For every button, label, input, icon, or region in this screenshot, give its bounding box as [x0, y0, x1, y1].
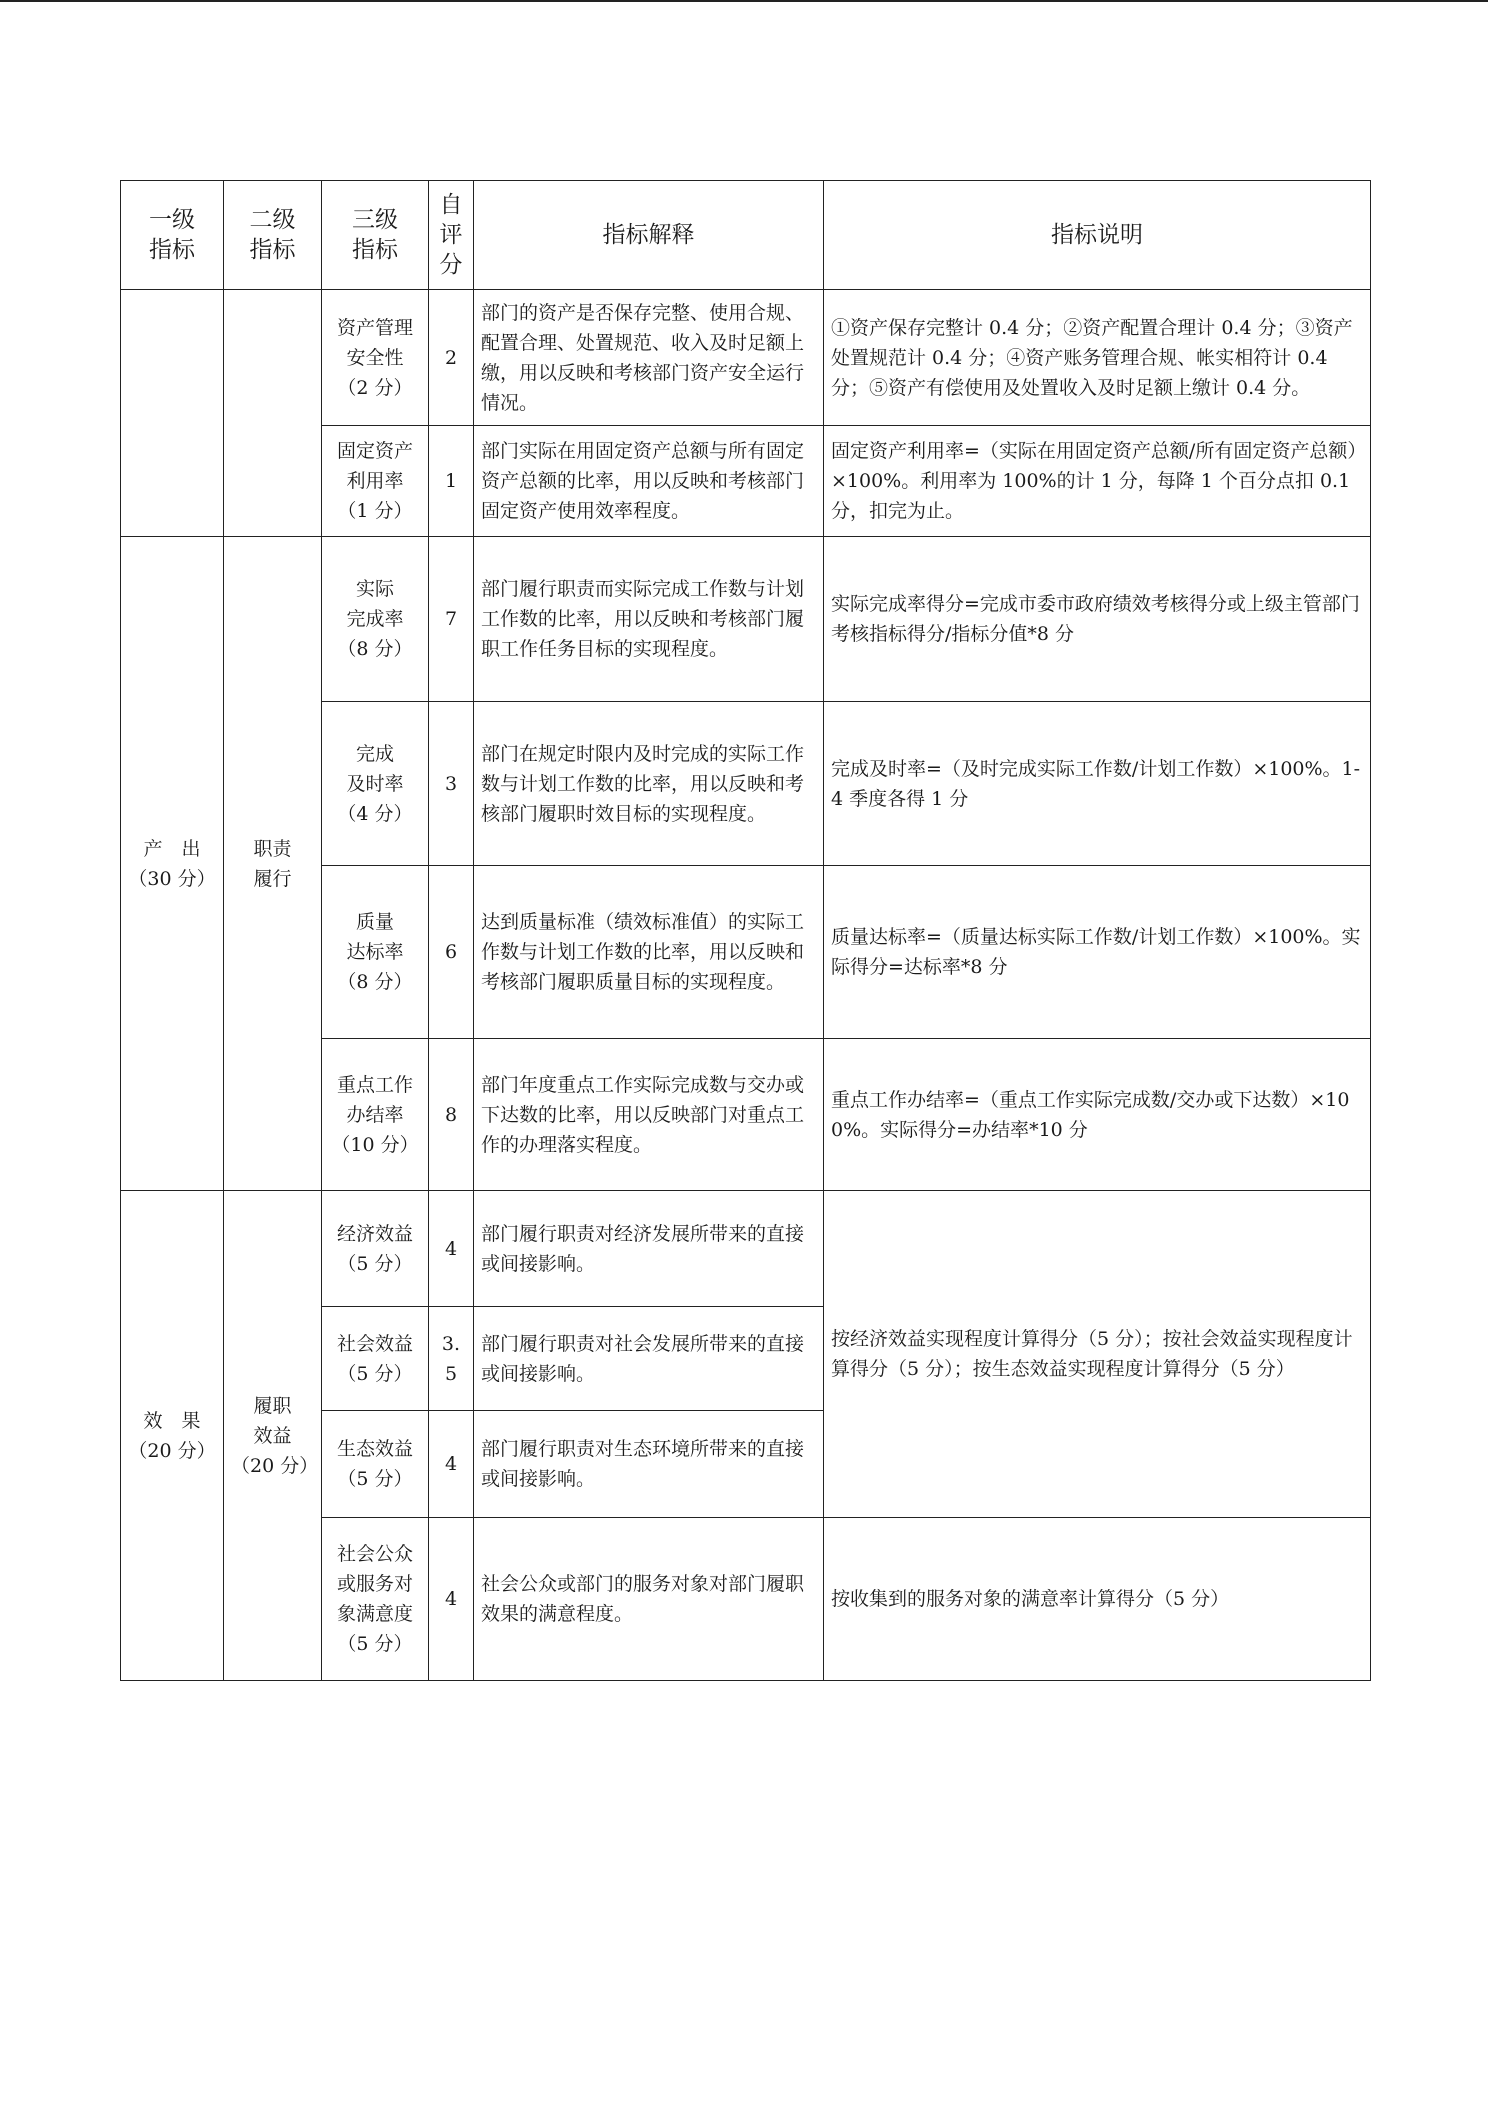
score-cell: 2 [429, 290, 474, 426]
explanation-cell: 部门在规定时限内及时完成的实际工作数与计划工作数的比率，用以反映和考核部门履职时效目标的实现程度。 [474, 702, 824, 866]
score-cell: 3.5 [429, 1307, 474, 1411]
explanation-cell: 部门履行职责对社会发展所带来的直接或间接影响。 [474, 1307, 824, 1411]
score-cell: 8 [429, 1039, 474, 1191]
level3-cell: 固定资产 利用率 （1 分） [322, 426, 429, 537]
description-cell: 重点工作办结率=（重点工作实际完成数/交办或下达数）×100%。实际得分=办结率*10 分 [824, 1039, 1371, 1191]
level3-cell: 质量 达标率 （8 分） [322, 866, 429, 1039]
header-explanation: 指标解释 [474, 181, 824, 290]
header-description: 指标说明 [824, 181, 1371, 290]
description-cell: 实际完成率得分=完成市委市政府绩效考核得分或上级主管部门考核指标得分/指标分值*8 分 [824, 537, 1371, 702]
explanation-cell: 部门年度重点工作实际完成数与交办或下达数的比率，用以反映部门对重点工作的办理落实程度。 [474, 1039, 824, 1191]
explanation-cell: 达到质量标准（绩效标准值）的实际工作数与计划工作数的比率，用以反映和考核部门履职质量目标的实现程度。 [474, 866, 824, 1039]
level3-cell: 生态效益 （5 分） [322, 1411, 429, 1518]
header-level1: 一级 指标 [121, 181, 224, 290]
score-cell: 4 [429, 1518, 474, 1681]
header-self-score: 自 评 分 [429, 181, 474, 290]
level2-duty-cell: 职责 履行 [224, 537, 322, 1191]
header-row [121, 181, 1371, 290]
explanation-cell: 部门履行职责对生态环境所带来的直接或间接影响。 [474, 1411, 824, 1518]
level3-cell: 社会公众 或服务对 象满意度 （5 分） [322, 1518, 429, 1681]
description-cell: 按收集到的服务对象的满意率计算得分（5 分） [824, 1518, 1371, 1681]
explanation-cell: 社会公众或部门的服务对象对部门履职效果的满意程度。 [474, 1518, 824, 1681]
level3-cell: 经济效益 （5 分） [322, 1191, 429, 1307]
explanation-cell: 部门的资产是否保存完整、使用合规、配置合理、处置规范、收入及时足额上缴，用以反映和考核部门资产安全运行情况。 [474, 290, 824, 426]
level1-effect-cell: 效 果 （20 分） [121, 1191, 224, 1681]
description-cell: 完成及时率=（及时完成实际工作数/计划工作数）×100%。1-4 季度各得 1 分 [824, 702, 1371, 866]
description-cell: ①资产保存完整计 0.4 分；②资产配置合理计 0.4 分；③资产处置规范计 0.4 分；④资产账务管理合规、帐实相符计 0.4 分；⑤资产有偿使用及处置收入及时足额上缴计 0.4 分。 [824, 290, 1371, 426]
description-cell: 固定资产利用率=（实际在用固定资产总额/所有固定资产总额）×100%。利用率为 100%的计 1 分，每降 1 个百分点扣 0.1 分，扣完为止。 [824, 426, 1371, 537]
score-cell: 6 [429, 866, 474, 1039]
description-cell: 质量达标率=（质量达标实际工作数/计划工作数）×100%。实际得分=达标率*8 分 [824, 866, 1371, 1039]
score-cell: 1 [429, 426, 474, 537]
score-cell: 4 [429, 1411, 474, 1518]
score-cell: 3 [429, 702, 474, 866]
level3-cell: 完成 及时率 （4 分） [322, 702, 429, 866]
explanation-cell: 部门实际在用固定资产总额与所有固定资产总额的比率，用以反映和考核部门固定资产使用效率程度。 [474, 426, 824, 537]
level2-benefit-cell: 履职 效益 （20 分） [224, 1191, 322, 1681]
table-row [121, 537, 1371, 702]
level3-cell: 实际 完成率 （8 分） [322, 537, 429, 702]
header-level3: 三级 指标 [322, 181, 429, 290]
page-top-border [0, 0, 1488, 2]
level3-cell: 重点工作 办结率 （10 分） [322, 1039, 429, 1191]
explanation-cell: 部门履行职责对经济发展所带来的直接或间接影响。 [474, 1191, 824, 1307]
table-row [121, 1191, 1371, 1307]
level3-cell: 社会效益 （5 分） [322, 1307, 429, 1411]
level3-cell: 资产管理 安全性 （2 分） [322, 290, 429, 426]
level1-cell-empty [121, 290, 224, 537]
level1-output-cell: 产 出 （30 分） [121, 537, 224, 1191]
explanation-cell: 部门履行职责而实际完成工作数与计划工作数的比率，用以反映和考核部门履职工作任务目标的实现程度。 [474, 537, 824, 702]
score-cell: 4 [429, 1191, 474, 1307]
level2-cell-empty [224, 290, 322, 537]
evaluation-table [120, 180, 1371, 1681]
score-cell: 7 [429, 537, 474, 702]
description-cell-merged: 按经济效益实现程度计算得分（5 分）；按社会效益实现程度计算得分（5 分）；按生态效益实现程度计算得分（5 分） [824, 1191, 1371, 1518]
table-row [121, 290, 1371, 426]
header-level2: 二级 指标 [224, 181, 322, 290]
